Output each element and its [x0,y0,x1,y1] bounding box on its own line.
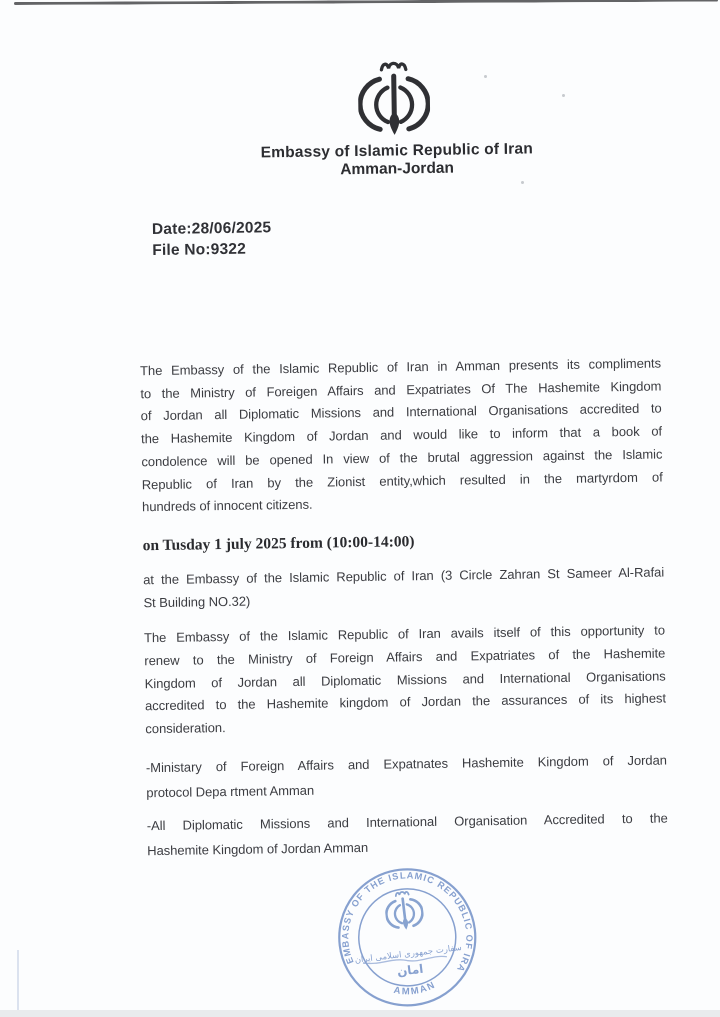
text-line: to the Ministry of Foreigen Affairs and Expatriates Of The Hashemite Kingdom [140,378,662,401]
embassy-name: Embassy of Islamic Republic of Iran [260,140,534,162]
text-line: -All Diplomatic Missions and International Organisation Accredited to the [146,810,668,834]
text-line: renew to the Ministry of Foreign Affairs and Expatriates of the Hashemite [144,645,666,669]
text-line: Kingdom of Jordan all Diplomatic Missions and International Organisations [144,668,666,691]
stamp-ring-text: EMBASSY OF THE ISLAMIC REPUBLIC OF IRAN [319,865,475,975]
file-number-line: File No:9322 [152,240,247,260]
compliments-paragraph [140,353,663,520]
embassy-round-stamp [319,855,491,1017]
text-line: protocol Depa rtment Amman [146,783,315,801]
text-line: St Building NO.32) [143,593,251,610]
stamp-emblem-icon [384,890,424,932]
addressee-missions-paragraph [147,805,669,864]
date-line: Date:28/06/2025 [151,219,272,239]
text-line: accredited to the Hashemite kingdom of Jordan the assurances of its highest [144,690,667,714]
text-line: The Embassy of the Islamic Republic of Iran avails itself of this opportunity to [143,622,666,646]
reference-block [152,217,272,261]
event-date-line [142,527,663,557]
text-line: The Embassy of the Islamic Republic of Iran in Amman presents its compliments [139,355,662,379]
embassy-location: Amman-Jordan [340,159,455,179]
scan-bottom-edge [0,1010,720,1017]
scan-edge-artifact [17,950,19,1012]
closing-paragraph [144,620,667,741]
letter-body [140,353,668,865]
stamp-persian-script: سفارت جمهوری اسلامی ایران [354,942,463,966]
text-line: Republic of Iran by the Zionist entity,which resulted in the martyrdom of [141,469,663,492]
text-line: hundreds of innocent citizens. [141,496,313,515]
text-line: the Hashemite Kingdom of Jordan and would like to inform that a book of [140,423,663,447]
text-line: consideration. [145,720,226,737]
text-line: of Jordan all Diplomatic Missions and International Organisations accredited to [140,400,662,424]
text-line: Hashemite Kingdom of Jordan Amman [147,840,369,859]
letterhead [155,139,639,182]
stamp-persian-city: امان [396,961,425,979]
stamp-city-text: AMMAN [392,979,438,998]
text-line: at the Embassy of the Islamic Republic of Iran (3 Circle Zahran St Sameer Al-Rafai [143,564,665,588]
iran-coat-of-arms-icon [350,57,437,144]
location-paragraph [143,561,665,614]
text-line: condolence will be opened In view of the brutal aggression against the Islamic [141,446,663,470]
addressee-ministry-paragraph [146,747,668,806]
text-line: on Tusday 1 july 2025 from (10:00-14:00) [142,533,415,555]
text-line: -Ministary of Foreign Affairs and Expatnates Hashemite Kingdom of Jordan [145,752,667,776]
